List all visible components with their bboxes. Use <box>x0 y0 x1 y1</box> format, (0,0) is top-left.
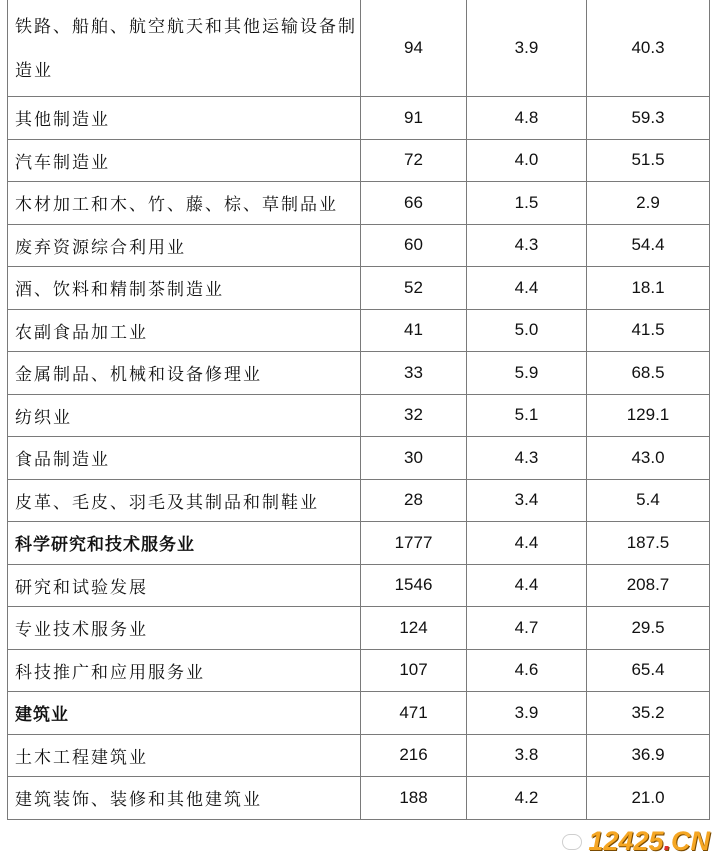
value-cell-3: 43.0 <box>587 437 710 480</box>
table-row <box>8 352 710 395</box>
value-cell-2: 4.0 <box>467 139 587 182</box>
value-cell-3: 18.1 <box>587 267 710 310</box>
table-row <box>8 479 710 522</box>
table-row <box>8 777 710 820</box>
table-row <box>8 649 710 692</box>
value-cell-1: 124 <box>361 607 467 650</box>
industry-name-cell: 皮革、毛皮、羽毛及其制品和制鞋业 <box>8 479 361 522</box>
table-row <box>8 437 710 480</box>
value-cell-3: 54.4 <box>587 224 710 267</box>
industry-name-cell: 木材加工和木、竹、藤、棕、草制品业 <box>8 182 361 225</box>
value-cell-3: 65.4 <box>587 649 710 692</box>
value-cell-2: 1.5 <box>467 182 587 225</box>
industry-name-cell: 建筑装饰、装修和其他建筑业 <box>8 777 361 820</box>
table-row <box>8 607 710 650</box>
data-table <box>7 0 710 820</box>
value-cell-1: 52 <box>361 267 467 310</box>
industry-name-cell: 食品制造业 <box>8 437 361 480</box>
value-cell-2: 5.1 <box>467 394 587 437</box>
value-cell-1: 188 <box>361 777 467 820</box>
table-body <box>8 0 710 819</box>
value-cell-2: 3.9 <box>467 0 587 97</box>
industry-name-cell: 铁路、船舶、航空航天和其他运输设备制造业 <box>8 0 361 97</box>
industry-name-cell: 专业技术服务业 <box>8 607 361 650</box>
value-cell-3: 29.5 <box>587 607 710 650</box>
value-cell-2: 3.9 <box>467 692 587 735</box>
table-row <box>8 182 710 225</box>
table-row <box>8 394 710 437</box>
watermark-logo: 12425.CN <box>588 826 710 856</box>
industry-name-cell: 农副食品加工业 <box>8 309 361 352</box>
value-cell-2: 4.8 <box>467 97 587 140</box>
value-cell-3: 187.5 <box>587 522 710 565</box>
value-cell-1: 1546 <box>361 564 467 607</box>
industry-name-cell: 酒、饮料和精制茶制造业 <box>8 267 361 310</box>
value-cell-1: 72 <box>361 139 467 182</box>
value-cell-3: 40.3 <box>587 0 710 97</box>
value-cell-1: 33 <box>361 352 467 395</box>
value-cell-3: 2.9 <box>587 182 710 225</box>
table-row <box>8 139 710 182</box>
industry-name-cell: 科技推广和应用服务业 <box>8 649 361 692</box>
value-cell-2: 3.4 <box>467 479 587 522</box>
industry-name-cell: 研究和试验发展 <box>8 564 361 607</box>
table-row <box>8 692 710 735</box>
table-row <box>8 734 710 777</box>
value-cell-3: 59.3 <box>587 97 710 140</box>
value-cell-1: 1777 <box>361 522 467 565</box>
value-cell-3: 21.0 <box>587 777 710 820</box>
value-cell-1: 41 <box>361 309 467 352</box>
industry-name-cell: 建筑业 <box>8 692 361 735</box>
industry-name-cell: 土木工程建筑业 <box>8 734 361 777</box>
value-cell-1: 94 <box>361 0 467 97</box>
value-cell-3: 36.9 <box>587 734 710 777</box>
value-cell-1: 30 <box>361 437 467 480</box>
table-row <box>8 522 710 565</box>
industry-name-cell: 其他制造业 <box>8 97 361 140</box>
table-row <box>8 309 710 352</box>
table-row <box>8 267 710 310</box>
value-cell-2: 5.9 <box>467 352 587 395</box>
value-cell-2: 4.3 <box>467 437 587 480</box>
value-cell-3: 5.4 <box>587 479 710 522</box>
value-cell-1: 107 <box>361 649 467 692</box>
industry-name-cell: 废弃资源综合利用业 <box>8 224 361 267</box>
watermark <box>562 826 710 857</box>
value-cell-1: 28 <box>361 479 467 522</box>
table-row <box>8 224 710 267</box>
value-cell-2: 4.4 <box>467 522 587 565</box>
value-cell-3: 41.5 <box>587 309 710 352</box>
wechat-icon <box>562 834 582 850</box>
value-cell-3: 51.5 <box>587 139 710 182</box>
industry-name-cell: 科学研究和技术服务业 <box>8 522 361 565</box>
value-cell-2: 4.6 <box>467 649 587 692</box>
value-cell-3: 68.5 <box>587 352 710 395</box>
value-cell-2: 3.8 <box>467 734 587 777</box>
value-cell-1: 60 <box>361 224 467 267</box>
table-row <box>8 564 710 607</box>
value-cell-1: 32 <box>361 394 467 437</box>
value-cell-3: 35.2 <box>587 692 710 735</box>
value-cell-1: 91 <box>361 97 467 140</box>
value-cell-3: 208.7 <box>587 564 710 607</box>
industry-name-cell: 纺织业 <box>8 394 361 437</box>
value-cell-1: 66 <box>361 182 467 225</box>
value-cell-1: 471 <box>361 692 467 735</box>
value-cell-2: 4.4 <box>467 267 587 310</box>
value-cell-3: 129.1 <box>587 394 710 437</box>
table-row <box>8 0 710 97</box>
industry-name-cell: 汽车制造业 <box>8 139 361 182</box>
value-cell-1: 216 <box>361 734 467 777</box>
value-cell-2: 4.4 <box>467 564 587 607</box>
value-cell-2: 4.3 <box>467 224 587 267</box>
value-cell-2: 4.7 <box>467 607 587 650</box>
value-cell-2: 5.0 <box>467 309 587 352</box>
table-row <box>8 97 710 140</box>
value-cell-2: 4.2 <box>467 777 587 820</box>
industry-name-cell: 金属制品、机械和设备修理业 <box>8 352 361 395</box>
